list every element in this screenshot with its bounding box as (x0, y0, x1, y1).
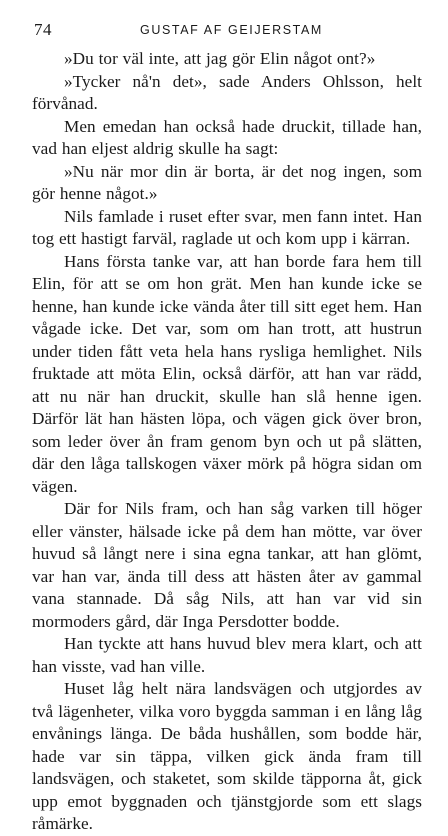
page-number: 74 (34, 20, 52, 39)
paragraph: »Nu när mor din är borta, är det nog ingen, som gör henne något.» (32, 161, 422, 203)
paragraph: Men emedan han också hade druckit, tillade han, vad han eljest aldrig skulle ha sagt: (32, 116, 422, 158)
paragraph: Huset låg helt nära landsvägen och utgjordes av två lägenheter, vilka voro byggda samman i en lång låg envånings länga. De båda hushållen, som bodde här, hade var sin täppa, vilken gick ända fram till landsvägen, och staketet, som skilde täpporna åt, gick upp emot byggnaden och tjänstgjorde som ett slags råmärke. (32, 679, 422, 833)
paragraph: Hans första tanke var, att han borde fara hem till Elin, för att se om hon grät. Men han kunde icke se henne, han kunde icke vända åter till sitt eget hem. Han vågade icke. Det var, som om han trott, att hustrun under tiden fått veta hela hans rysliga hemlighet. Nils fruktade att möta Elin, också därför, att han var rädd, att nu när han druckit, skulle han slå henne igen. Därför lät han hästen löpa, och vägen gick över bron, som leder över ån fram genom byn och ut på slätten, där den låga tallskogen växer mörk på högra sidan om vägen. (32, 251, 422, 496)
paragraph: »Du tor väl inte, att jag gör Elin något ont?» (64, 49, 376, 68)
page-header (32, 18, 422, 44)
paragraph: Han tyckte att hans huvud blev mera klart, och att han visste, vad han ville. (32, 634, 422, 676)
paragraph: »Tycker nå'n det», sade Anders Ohlsson, helt förvånad. (32, 71, 422, 113)
paragraph: Nils famlade i ruset efter svar, men fann intet. Han tog ett hastigt farväl, raglade ut och kom upp i kärran. (32, 206, 422, 248)
paragraph: Där for Nils fram, och han såg varken till höger eller vänster, hälsade icke på dem han mötte, var över huvud så långt nere i sina egna tankar, att han glömt, var han var, ända till dess att hästen åter av gammal vana stannade. Då såg Nils, att han var vid sin mormoders gård, där Inga Persdotter bodde. (32, 499, 422, 631)
running-head: GUSTAF AF GEIJERSTAM (140, 23, 323, 37)
book-page (32, 18, 422, 836)
body-text (32, 48, 422, 836)
